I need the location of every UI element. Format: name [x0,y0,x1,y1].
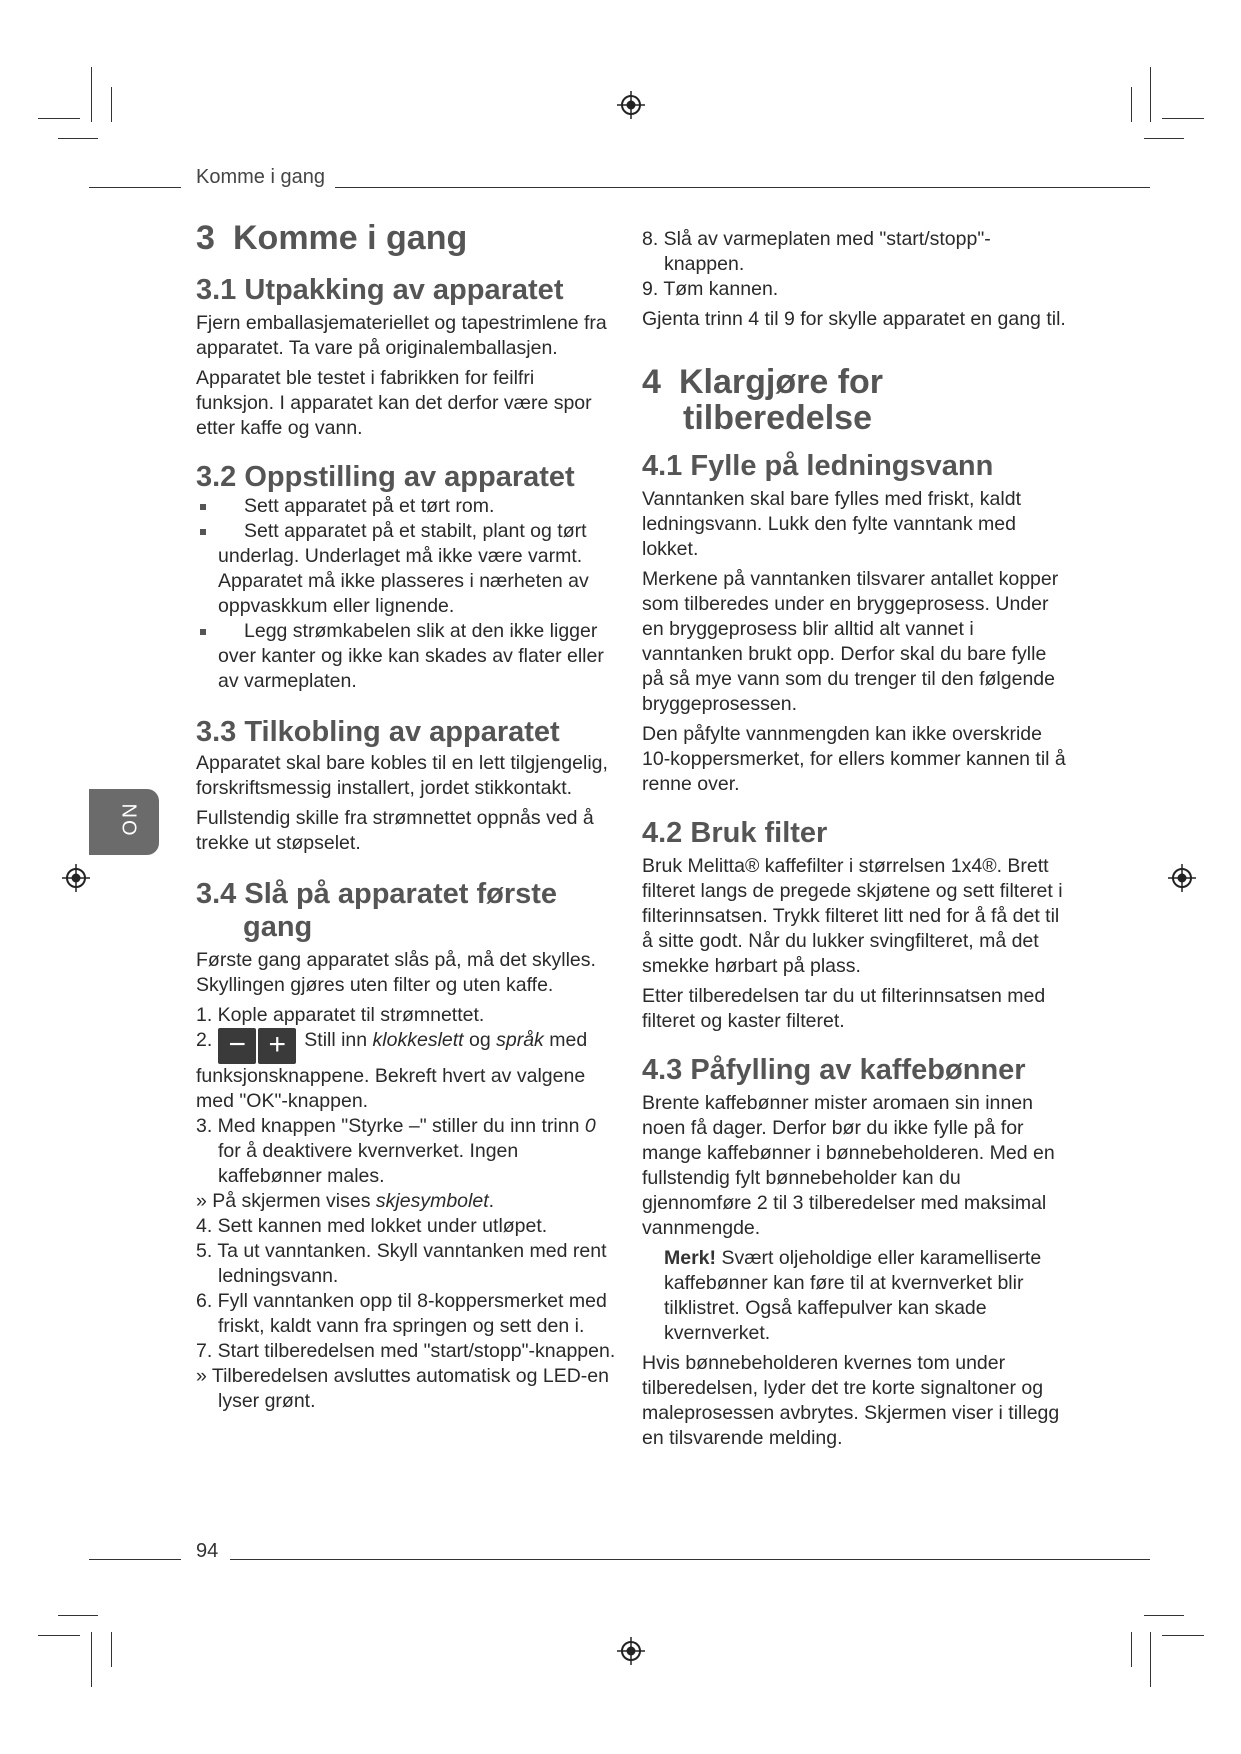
list-item: 6. Fyll vanntanken opp til 8-koppersmerket med friskt, kaldt vann fra springen og sett den i. [196,1290,607,1337]
section-4-2-heading: 4.2 Bruk filter [642,817,828,849]
list-item: 8. Slå av varmeplaten med "start/stopp"-knappen. [642,228,991,275]
language-tab: NO [89,789,159,855]
paragraph: Etter tilberedelsen tar du ut filterinnsatsen med filteret og kaster filteret. [642,985,1046,1032]
list-subitem: » På skjermen vises skjesymbolet. [196,1190,495,1212]
paragraph: Apparatet skal bare kobles til en lett tilgjengelig, forskriftsmessig installert, jordet stikkontakt. [196,752,608,799]
registration-mark-icon [1168,864,1196,892]
function-buttons [218,1028,298,1064]
list-subitem: » Tilberedelsen avsluttes automatisk og LED-en lyser grønt. [196,1365,609,1412]
paragraph: Brente kaffebønner mister aromaen sin innen noen få dager. Derfor bør du ikke fylle på for mange kaffebønner i bønnebeholderen. Med en fullstendig fylt bønnebeholder kan du gjennomføre 2 til 3 tilberedelser med maksimal vannmengde. [642,1092,1055,1239]
list-item: Legg strømkabelen slik at den ikke ligger over kanter og ikke kan skades av flater eller av varmeplaten. [196,619,616,694]
note: Merk! Svært oljeholdige eller karamelliserte kaffebønner kan føre til at kvernverket blir tilklistret. Også kaffepulver kan skade kvernverket. [664,1247,1042,1344]
list-item: 4. Sett kannen med lokket under utløpet. [196,1215,548,1237]
registration-mark-icon [62,864,90,892]
list-item: 3. Med knappen "Styrke –" stiller du inn trinn 0 for å deaktivere kvernverket. Ingen kaffebønner males. [196,1115,596,1187]
bullet-list [196,494,616,694]
paragraph: Gjenta trinn 4 til 9 for skylle apparatet en gang til. [642,308,1066,330]
header-rule-right [335,187,1150,188]
paragraph: Den påfylte vannmengden kan ikke overskride 10-koppersmerket, for ellers kommer kannen til å renne over. [642,723,1066,795]
header-rule-left [89,187,181,188]
step-list [642,227,1067,302]
list-item: Sett apparatet på et tørt rom. [196,494,616,519]
registration-mark-icon [617,1637,645,1665]
list-item: 9. Tøm kannen. [642,278,779,300]
footer-rule-right [230,1559,1150,1560]
minus-button-icon: − [218,1028,256,1064]
paragraph: Fjern emballasjemateriellet og tapestrimlene fra apparatet. Ta vare på originalemballasjen. [196,312,607,359]
section-4-3-heading: 4.3 Påfylling av kaffebønner [642,1054,1026,1086]
section-3-heading: 3 Komme i gang [196,219,468,257]
paragraph: Bruk Melitta® kaffefilter i størrelsen 1x4®. Brett filteret langs de pregede skjøtene og sett filteret i filterinnsatsen. Trykk filteret litt ned for å få det til å sitte godt. Når du lukker svingfilteret, må det smekke hørbart på plass. [642,855,1063,977]
paragraph: Hvis bønnebeholderen kvernes tom under tilberedelsen, lyder det tre korte signaltoner og maleprosessen avbrytes. Skjermen viser i tillegg en tilsvarende melding. [642,1352,1060,1449]
section-3-3-heading: 3.3 Tilkobling av apparatet [196,716,560,748]
paragraph: Fullstendig skille fra strømnettet oppnås ved å trekke ut støpselet. [196,807,594,854]
paragraph: Første gang apparatet slås på, må det skylles. Skyllingen gjøres uten filter og uten kaffe. [196,949,596,996]
footer-rule-left [89,1559,181,1560]
paragraph: Apparatet ble testet i fabrikken for feilfri funksjon. I apparatet kan det derfor være spor etter kaffe og vann. [196,367,592,439]
plus-button-icon: + [258,1028,296,1064]
list-item: 7. Start tilberedelsen med "start/stopp"-knappen. [196,1340,616,1362]
page-number: 94 [196,1540,219,1562]
section-3-2-heading: 3.2 Oppstilling av apparatet [196,461,575,493]
list-item: 2. − + Still inn klokkeslett og språk med funksjonsknappene. Bekreft hvert av valgene med "OK"-knappen. [196,1028,588,1112]
left-column [196,220,616,1419]
list-item: 1. Kople apparatet til strømnettet. [196,1004,485,1026]
right-column [642,227,1067,1456]
section-4-1-heading: 4.1 Fylle på ledningsvann [642,450,994,482]
list-item: 5. Ta ut vanntanken. Skyll vanntanken med rent ledningsvann. [196,1240,607,1287]
section-3-1-heading: 3.1 Utpakking av apparatet [196,274,564,306]
paragraph: Merkene på vanntanken tilsvarer antallet kopper som tilberedes under en bryggeprosess. Under en bryggeprosess blir alltid alt vannet i vanntanken brukt opp. Derfor skal du bare fylle på så mye vann som du trenger til den følgende bryggeprosessen. [642,568,1059,715]
running-title: Komme i gang [196,166,325,188]
paragraph: Vanntanken skal bare fylles med friskt, kaldt ledningsvann. Lukk den fylte vanntank med lokket. [642,488,1021,560]
step-list [196,1003,616,1414]
registration-mark-icon [617,91,645,119]
section-3-4-heading: 3.4 Slå på apparatet første gang [196,878,558,943]
section-4-heading: 4 Klargjøre for tilberedelse [642,363,884,437]
list-item: Sett apparatet på et stabilt, plant og tørt underlag. Underlaget må ikke være varmt. Apparatet må ikke plasseres i nærheten av oppvaskkum eller lignende. [196,519,616,619]
